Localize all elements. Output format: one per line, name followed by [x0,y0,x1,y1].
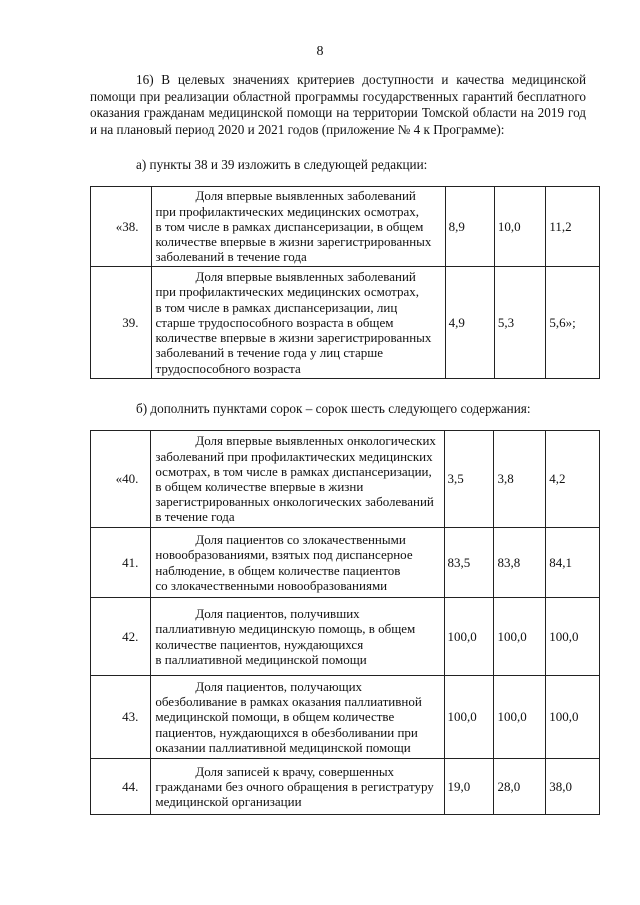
value-2021: 4,2 [546,431,600,528]
page-number: 8 [316,44,324,59]
description-line: Доля впервые выявленных заболеваний [195,269,416,285]
table-row [91,598,600,676]
intro-text [90,72,586,138]
description-line: при профилактических медицинских осмотрах, [155,284,420,300]
value-2020: 100,0 [494,598,546,676]
value-2021: 5,6»; [546,267,600,379]
value-2019: 8,9 [445,187,494,267]
item-number: 41. [91,528,151,598]
description-line: количестве впервые в жизни зарегистрированных [155,330,432,346]
item-number: «40. [91,431,151,528]
value-2021: 11,2 [546,187,600,267]
table-row [91,267,600,379]
value-2020: 3,8 [494,431,546,528]
table-row [91,528,600,598]
item-number: 39. [91,267,152,379]
description-line: количестве пациентов, нуждающихся [155,636,364,652]
item-description [151,528,444,598]
description-line: в течение года [155,509,235,525]
description-line: в том числе в рамках диспансеризации, в общем [155,218,424,234]
table-a [90,186,600,379]
description-line: трудоспособного возраста [155,360,301,376]
description-line: количестве впервые в жизни зарегистрированных [155,234,432,250]
description-line: Доля пациентов, получивших [195,606,360,622]
intro-paragraph: 16) В целевых значениях критериев доступности и качества медицинской помощи при реализации областной программы государственных гарантий бесплатного оказания гражданам медицинской помощи на территории Томской области на 2019 год и на плановый период 2020 и 2021 годов (приложение № 4 к Программе): [90,72,586,137]
value-2019: 100,0 [444,676,494,759]
description-line: при профилактических медицинских осмотрах, [155,203,420,219]
table-row [91,431,600,528]
value-2021: 100,0 [546,676,600,759]
value-2019: 100,0 [444,598,494,676]
item-description [151,267,445,379]
item-number: 42. [91,598,151,676]
description-line: пациентов, нуждающихся в обезболивании при [155,724,418,740]
description-line: наблюдение, в общем количестве пациентов [155,562,401,578]
description-line: зарегистрированных онкологических заболеваний [155,494,434,510]
value-2019: 19,0 [444,759,494,815]
item-number: 43. [91,676,151,759]
value-2020: 5,3 [494,267,546,379]
description-line: осмотрах, в том числе в рамках диспансеризации, [155,463,432,479]
description-line: гражданами без очного обращения в регистратуру [155,778,434,794]
description-line: заболеваний в течение года у лиц старше [155,345,384,361]
description-line: оказании паллиативной медицинской помощи [155,739,411,755]
item-description [151,759,444,815]
item-number: 44. [91,759,151,815]
value-2020: 83,8 [494,528,546,598]
subitem-b: б) дополнить пунктами сорок – сорок шесть следующего содержания: [136,401,531,416]
description-line: старше трудоспособного возраста в общем [155,314,394,330]
table-row [91,676,600,759]
value-2019: 83,5 [444,528,494,598]
description-line: паллиативную медицинскую помощь, в общем [155,621,416,637]
description-line: обезболивание в рамках оказания паллиативной [155,694,422,710]
description-line: Доля впервые выявленных онкологических [195,433,436,449]
table-b [90,430,600,815]
description-line: со злокачественными новообразованиями [155,577,388,593]
value-2020: 10,0 [494,187,546,267]
table-row [91,187,600,267]
value-2019: 4,9 [445,267,494,379]
item-description [151,598,444,676]
item-description [151,187,445,267]
item-description [151,676,444,759]
subitem-a: а) пункты 38 и 39 изложить в следующей редакции: [136,157,428,172]
description-line: Доля пациентов, получающих [195,678,363,694]
value-2019: 3,5 [444,431,494,528]
description-line: Доля впервые выявленных заболеваний [195,188,416,204]
table-row [91,759,600,815]
item-description [151,431,444,528]
value-2021: 38,0 [546,759,600,815]
value-2020: 100,0 [494,676,546,759]
value-2020: 28,0 [494,759,546,815]
description-line: медицинской организации [155,794,302,810]
value-2021: 100,0 [546,598,600,676]
description-line: в паллиативной медицинской помощи [155,651,367,667]
description-line: заболеваний при профилактических медицинских [155,448,433,464]
description-line: в общем количестве впервые в жизни [155,479,364,494]
description-line: новообразованиями, взятых под диспансерное [155,547,413,563]
description-line: Доля записей к врачу, совершенных [195,763,395,779]
item-number: «38. [91,187,152,267]
value-2021: 84,1 [546,528,600,598]
description-line: медицинской помощи, в общем количестве [155,709,395,725]
description-line: в том числе в рамках диспансеризации, лиц [155,299,398,315]
description-line: Доля пациентов со злокачественными [195,532,406,548]
description-line: заболеваний в течение года [155,249,307,265]
